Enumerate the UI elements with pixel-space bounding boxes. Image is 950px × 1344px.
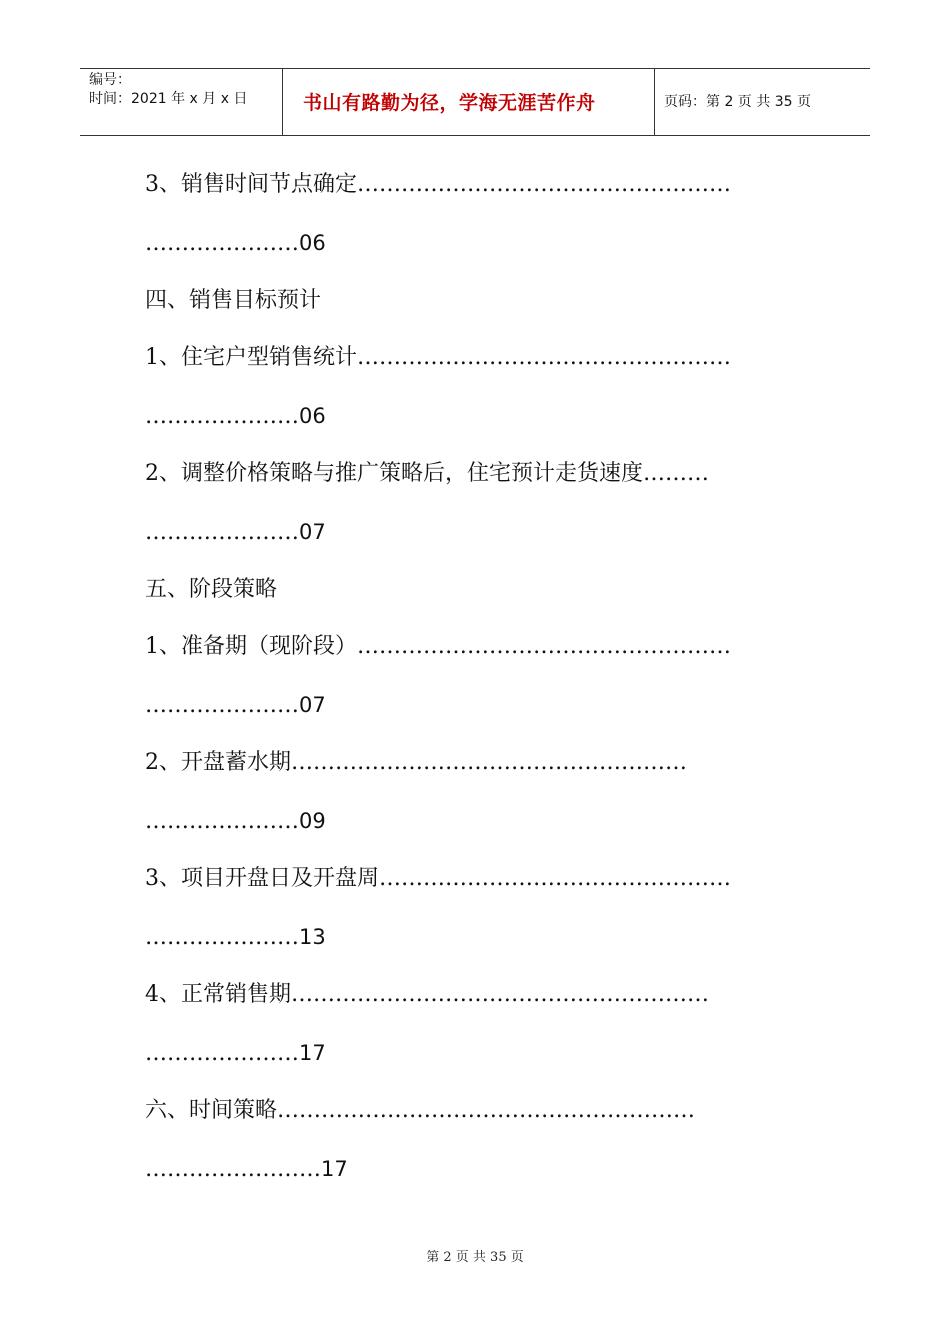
toc-entry — [145, 748, 687, 778]
toc-entry — [145, 343, 731, 373]
page-header — [80, 68, 870, 136]
toc-entry-title: 六、时间策略 — [145, 1098, 278, 1123]
toc-section-heading — [145, 286, 321, 316]
toc-page-number: 07 — [299, 520, 326, 544]
toc-entry-continuation — [145, 690, 326, 721]
toc-page-number: 13 — [299, 925, 326, 949]
toc-entry-continuation — [145, 806, 326, 837]
toc-page-number: 09 — [299, 809, 326, 833]
toc-page-number: 17 — [299, 1041, 326, 1065]
document-number-label: 编号： — [89, 72, 131, 88]
toc-entry-title: 1、准备期（现阶段） — [145, 634, 357, 659]
toc-leader-dots: ………………… — [145, 520, 299, 545]
toc-leader-dots: ………………… — [145, 404, 299, 429]
toc-page-number: 07 — [299, 693, 326, 717]
toc-leader-dots: ………………………………………………… — [277, 1098, 696, 1123]
toc-entry — [145, 170, 731, 200]
toc-leader-dots: ………………… — [145, 693, 299, 718]
footer-page-number: 第 2 页 共 35 页 — [426, 1250, 524, 1265]
toc-entry — [145, 1096, 695, 1126]
toc-entry-title: 1、住宅户型销售统计 — [145, 345, 357, 370]
toc-entry-continuation — [145, 1154, 348, 1185]
toc-entry — [145, 980, 709, 1010]
toc-leader-dots: …………………………………………… — [357, 172, 731, 197]
toc-entry-continuation — [145, 517, 326, 548]
toc-entry — [145, 459, 709, 489]
toc-leader-dots: …………………………………………… — [357, 634, 731, 659]
toc-entry-title: 3、销售时间节点确定 — [145, 172, 357, 197]
document-date: 时间：2021 年 x 月 x 日 — [89, 91, 248, 107]
toc-leader-dots: ………………… — [145, 809, 299, 834]
toc-section-heading — [145, 575, 277, 605]
toc-section-title: 五、阶段策略 — [145, 577, 278, 602]
toc-page-number: 06 — [299, 231, 326, 255]
toc-entry-continuation — [145, 922, 326, 953]
toc-leader-dots: …………………………………………… — [357, 345, 731, 370]
page-info: 页码：第 2 页 共 35 页 — [664, 94, 811, 110]
toc-entry — [145, 864, 731, 894]
motto-text: 书山有路勤为径，学海无涯苦作舟 — [303, 91, 596, 114]
toc-leader-dots: ………………………………………………… — [291, 982, 709, 1007]
toc-page-number: 17 — [321, 1157, 348, 1181]
toc-section-title: 四、销售目标预计 — [145, 288, 322, 313]
toc-entry-title: 3、项目开盘日及开盘周 — [145, 866, 379, 891]
header-page-info-cell — [655, 69, 870, 135]
toc-entry-continuation — [145, 401, 326, 432]
toc-leader-dots: ………………………………………… — [379, 866, 731, 891]
toc-entry — [145, 632, 731, 662]
toc-leader-dots: ………………… — [145, 231, 299, 256]
toc-leader-dots: …………………… — [145, 1157, 321, 1182]
toc-leader-dots: ……… — [643, 461, 709, 486]
toc-entry-title: 2、调整价格策略与推广策略后，住宅预计走货速度 — [145, 461, 643, 486]
header-meta — [80, 69, 282, 135]
toc-entry-title: 4、正常销售期 — [145, 982, 291, 1007]
toc-entry-title: 2、开盘蓄水期 — [145, 750, 291, 775]
toc-entry-continuation — [145, 1038, 326, 1069]
toc-leader-dots: ………………… — [145, 1041, 299, 1066]
toc-entry-continuation — [145, 228, 326, 259]
toc-leader-dots: ………………… — [145, 925, 299, 950]
toc-leader-dots: ……………………………………………… — [291, 750, 687, 775]
toc-page-number: 06 — [299, 404, 326, 428]
page-footer — [0, 1246, 950, 1265]
header-motto-cell — [282, 69, 655, 135]
